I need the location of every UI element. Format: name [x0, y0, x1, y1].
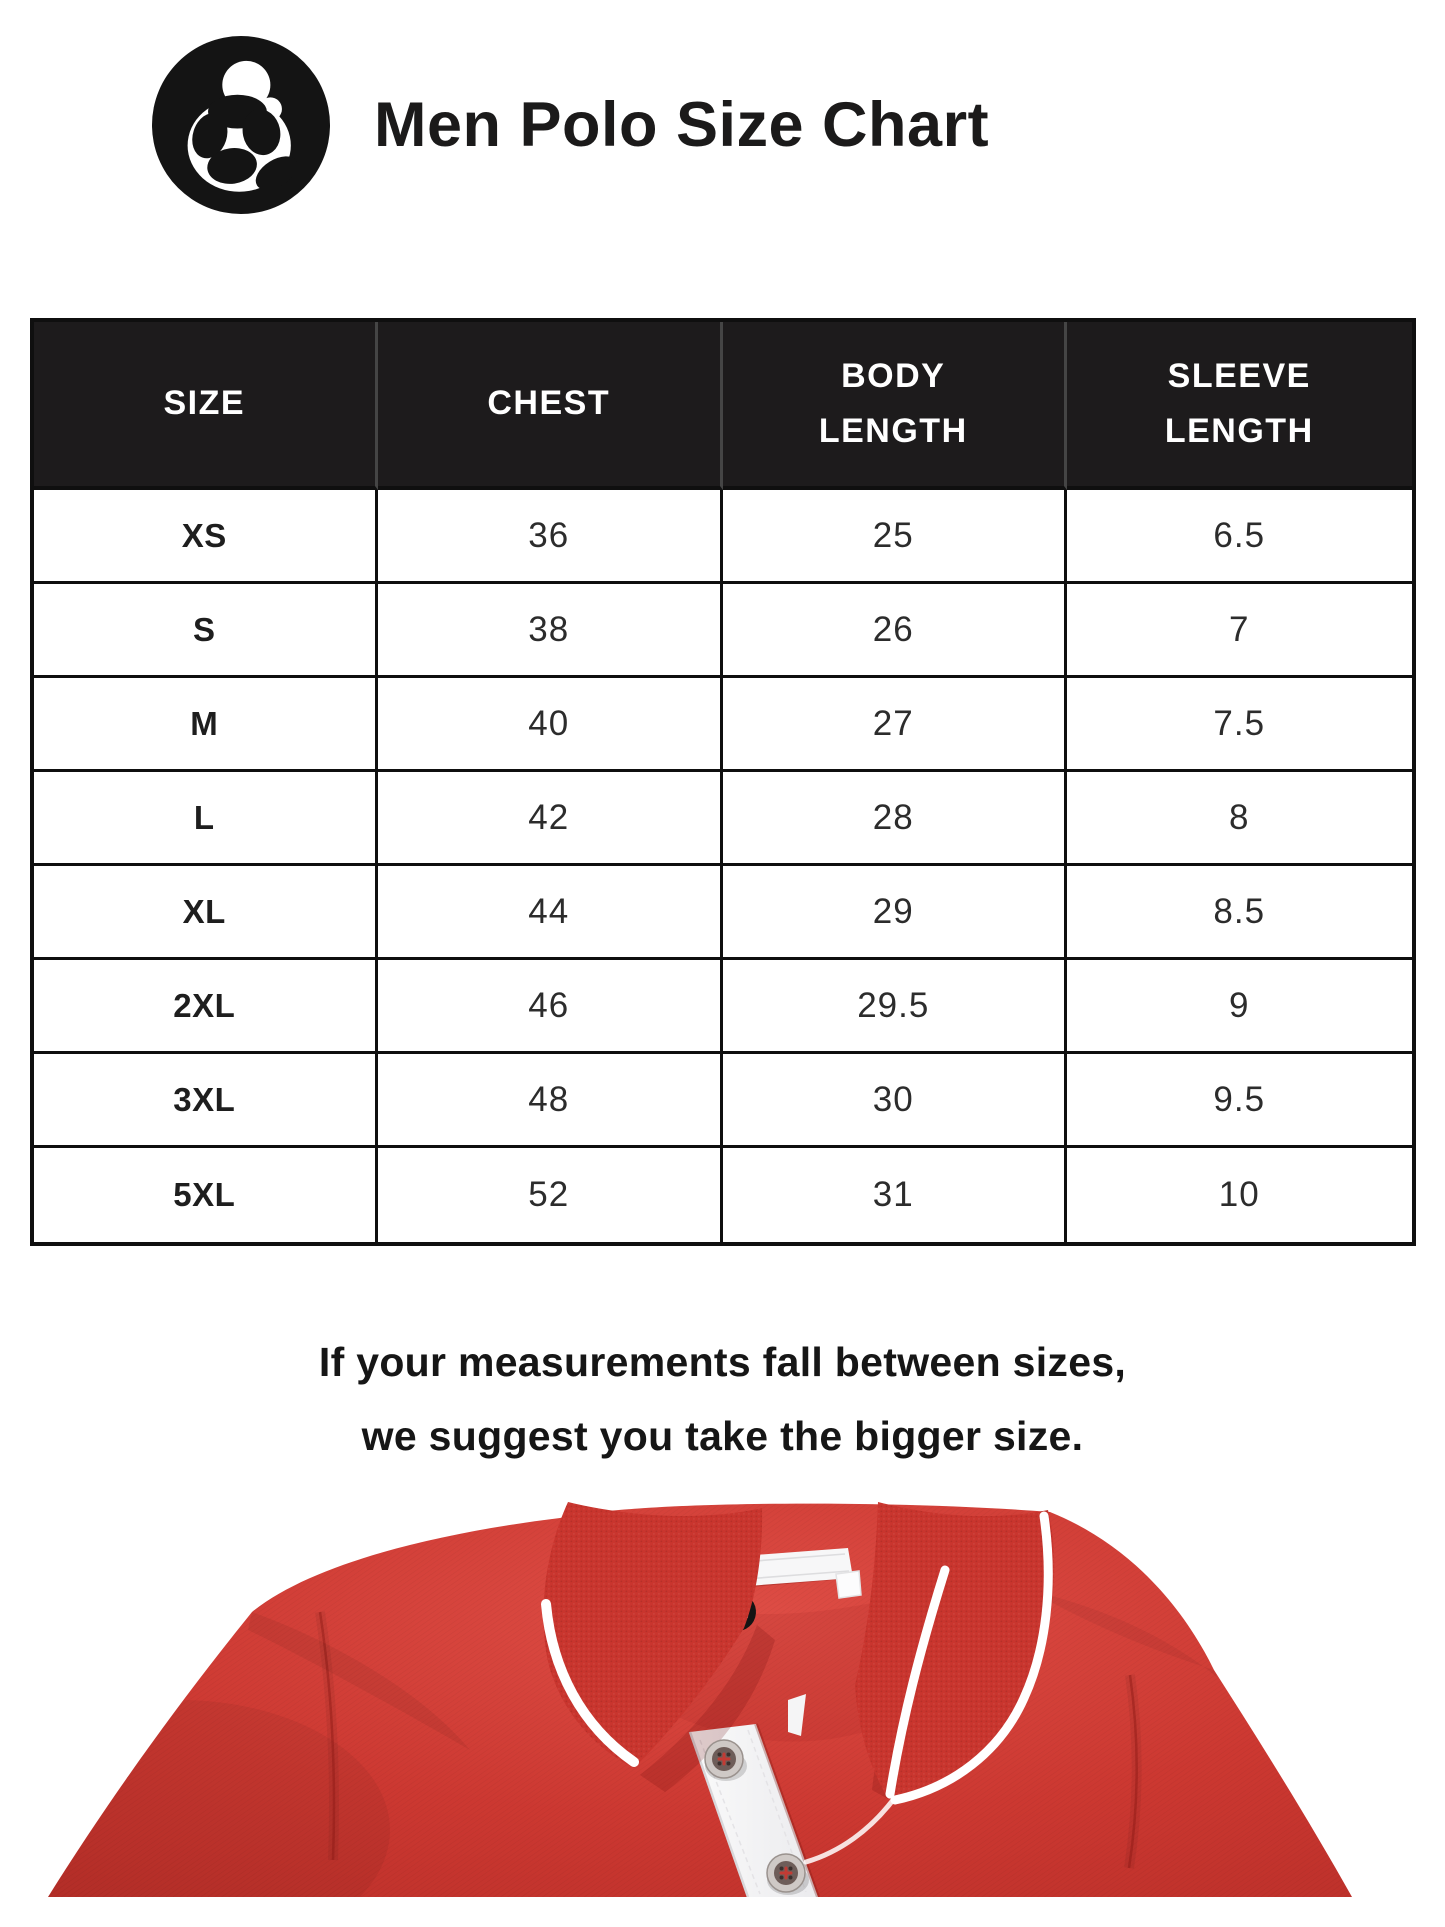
body-length-cell: 27	[723, 678, 1068, 772]
size-cell: XL	[34, 866, 379, 960]
size-cell: S	[34, 584, 379, 678]
sleeve-length-cell: 7	[1067, 584, 1412, 678]
col-header-chest: CHEST	[378, 322, 723, 490]
col-header-sleeve-length: SLEEVE LENGTH	[1067, 322, 1412, 490]
table-row-xs	[34, 490, 1412, 584]
chest-cell: 42	[378, 772, 723, 866]
sleeve-length-cell: 9	[1067, 960, 1412, 1054]
sleeve-length-cell: 6.5	[1067, 490, 1412, 584]
size-cell: 2XL	[34, 960, 379, 1054]
table-row-m	[34, 678, 1412, 772]
size-table-header-row	[34, 322, 1412, 490]
size-label-tag	[836, 1571, 861, 1598]
body-length-cell: 26	[723, 584, 1068, 678]
product-photo	[0, 1500, 1445, 1897]
table-row-xl	[34, 866, 1412, 960]
sleeve-length-cell: 8.5	[1067, 866, 1412, 960]
table-row-2xl	[34, 960, 1412, 1054]
chest-cell: 40	[378, 678, 723, 772]
chest-cell: 38	[378, 584, 723, 678]
col-header-body-length: BODY LENGTH	[723, 322, 1068, 490]
sleeve-length-cell: 9.5	[1067, 1054, 1412, 1148]
body-length-cell: 25	[723, 490, 1068, 584]
chest-cell: 44	[378, 866, 723, 960]
chest-cell: 52	[378, 1148, 723, 1242]
chest-cell: 48	[378, 1054, 723, 1148]
sizing-note-line1: If your measurements fall between sizes,	[318, 1339, 1127, 1385]
body-length-cell: 28	[723, 772, 1068, 866]
body-length-cell: 29.5	[723, 960, 1068, 1054]
size-cell: M	[34, 678, 379, 772]
chest-cell: 36	[378, 490, 723, 584]
sleeve-length-cell: 10	[1218, 1175, 1260, 1214]
body-length-cell: 29	[723, 866, 1068, 960]
table-row-3xl	[34, 1054, 1412, 1148]
body-length-cell: 31	[723, 1148, 1068, 1242]
size-cell: 3XL	[34, 1054, 379, 1148]
table-row-s	[34, 584, 1412, 678]
header	[0, 0, 1445, 214]
page-title: Men Polo Size Chart	[374, 90, 990, 160]
red-polo-shirt-illustration	[0, 1500, 1445, 1897]
body-length-cell: 30	[723, 1054, 1068, 1148]
sizing-note-line2: we suggest you take the bigger size.	[361, 1412, 1084, 1459]
sizing-note	[0, 1326, 1445, 1474]
size-cell: XS	[34, 490, 379, 584]
col-header-size: SIZE	[34, 322, 379, 490]
sleeve-length-cell: 7.5	[1067, 678, 1412, 772]
size-cell: L	[34, 772, 379, 866]
chest-cell: 46	[378, 960, 723, 1054]
sleeve-length-cell: 8	[1067, 772, 1412, 866]
brand-logo-icon	[152, 36, 330, 214]
table-row-5xl	[34, 1148, 1412, 1242]
size-table	[30, 318, 1416, 1246]
size-cell: 5XL	[34, 1148, 379, 1242]
table-row-l	[34, 772, 1412, 866]
